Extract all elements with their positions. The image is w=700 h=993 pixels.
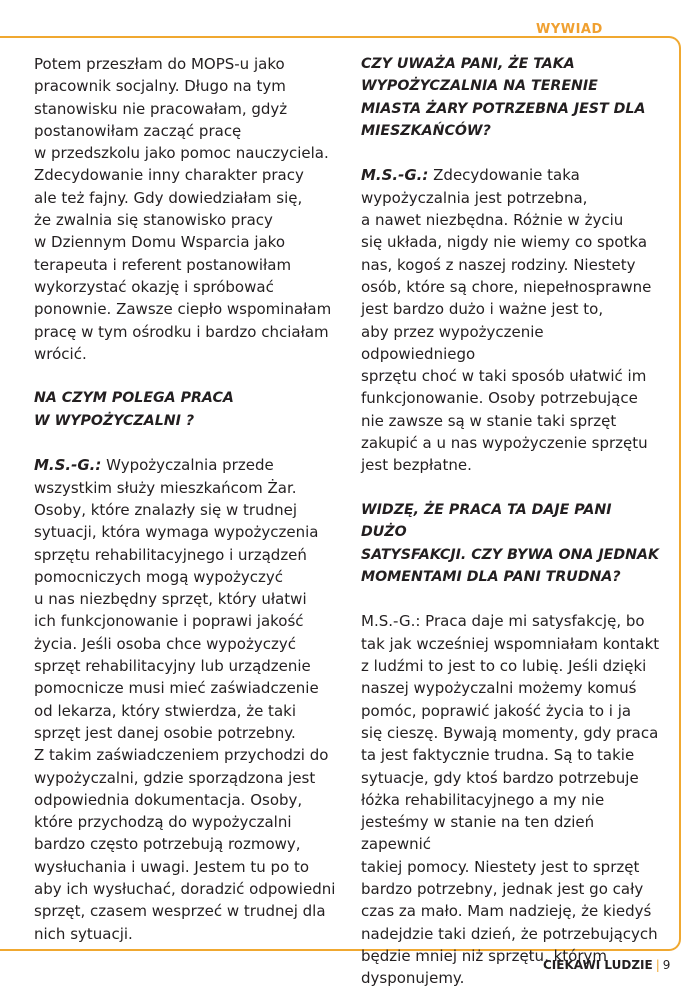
right-column bbox=[361, 53, 661, 989]
answer-paragraph: M.S.-G.: Praca daje mi satysfakcję, bo tak jak wcześniej wspomniałam kontakt z ludźmi to jest to co lubię. Jeśli dzięki naszej wypożyczalni możemy komuś pomóc, poprawić jakość życia to i ja się cieszę. Bywają momenty, gdy praca ta jest faktycznie trudna. Są to takie sytuacje, gdy ktoś bardzo potrzebuje łóżka rehabilitacyjnego a my nie jesteśmy w stanie na ten dzień zapewnić takiej pomocy. Niestety jest to sprzęt bardzo potrzebny, jednak jest go cały czas za mało. Mam nadzieję, że kiedyś nadejdzie taki dzień, że potrzebujących będzie mniej niż sprzętu, którym dysponujemy. bbox=[361, 612, 660, 988]
answer-paragraph bbox=[34, 454, 356, 945]
speaker-initials: M.S.-G.: bbox=[361, 166, 429, 185]
page-footer bbox=[543, 958, 670, 972]
left-column bbox=[34, 53, 356, 945]
answer-paragraph bbox=[361, 164, 661, 476]
page-number: 9 bbox=[662, 958, 671, 972]
section-label: WYWIAD bbox=[536, 22, 603, 37]
question-heading: NA CZYM POLEGA PRACA W WYPOŻYCZALNI ? bbox=[34, 390, 234, 429]
speaker-initials: M.S.-G.: bbox=[34, 456, 102, 475]
answer-text: Wypożyczalnia przede wszystkim służy mieszkańcom Żar. Osoby, które znalazły się w trudnej sytuacji, która wymaga wypożyczenia sprzętu rehabilitacyjnego i urządzeń pomocniczych mogą wypożyczyć u nas niezbędny sprzęt, który ułatwi ich funkcjonowanie i poprawi jakość życia. Jeśli osoba chce wypożyczyć sprzęt rehabilitacyjny lub urządzenie pomocnicze musi mieć zaświadczenie od lekarza, który stwierdza, że taki sprzęt jest danej osobie potrzebny. Z takim zaświadczeniem przychodzi do wypożyczalni, gdzie sporządzona jest odpowiednia dokumentacja. Osoby, które przychodzą do wypożyczalni bardzo często potrzebują rozmowy, wysłuchania i uwagi. Jestem tu po to aby ich wysłuchać, doradzić odpowiedni sprzęt, czasem wesprzeć w trudnej dla nich sytuacji. bbox=[34, 456, 336, 943]
intro-paragraph: Potem przeszłam do MOPS-u jako pracownik socjalny. Długo na tym stanowisku nie pracowałam, gdyż postanowiłam zacząć pracę w przedszkolu jako pomoc nauczyciela. Zdecydowanie inny charakter pracy ale też fajny. Gdy dowiedziałam się, że zwalnia się stanowisko pracy w Dziennym Domu Wsparcia jako terapeuta i referent postanowiłam wykorzystać okazję i spróbować ponownie. Zawsze ciepło wspominałam pracę w tym ośrodku i bardzo chciałam wrócić. bbox=[34, 55, 332, 363]
publication-name: CIEKAWI LUDZIE bbox=[543, 958, 653, 972]
question-heading: CZY UWAŻA PANI, ŻE TAKA WYPOŻYCZALNIA NA TERENIE MIASTA ŻARY POTRZEBNA JEST DLA MIESZKAŃCÓW? bbox=[361, 56, 646, 139]
answer-text: Zdecydowanie taka wypożyczalnia jest potrzebna, a nawet niezbędna. Różnie w życiu się układa, nigdy nie wiemy co spotka nas, kogoś z naszej rodziny. Niestety osób, które są chore, niepełnosprawne jest bardzo dużo i ważne jest to, aby przez wypożyczenie odpowiedniego sprzętu choć w taki sposób ułatwić im funkcjonowanie. Osoby potrzebujące nie zawsze są w stanie taki sprzęt zakupić a u nas wypożyczenie sprzętu jest bezpłatne. bbox=[361, 166, 652, 475]
question-heading: WIDZĘ, ŻE PRACA TA DAJE PANI DUŻO SATYSFAKCJI. CZY BYWA ONA JEDNAK MOMENTAMI DLA PANI TRUDNA? bbox=[361, 501, 659, 585]
footer-separator: | bbox=[655, 958, 660, 972]
